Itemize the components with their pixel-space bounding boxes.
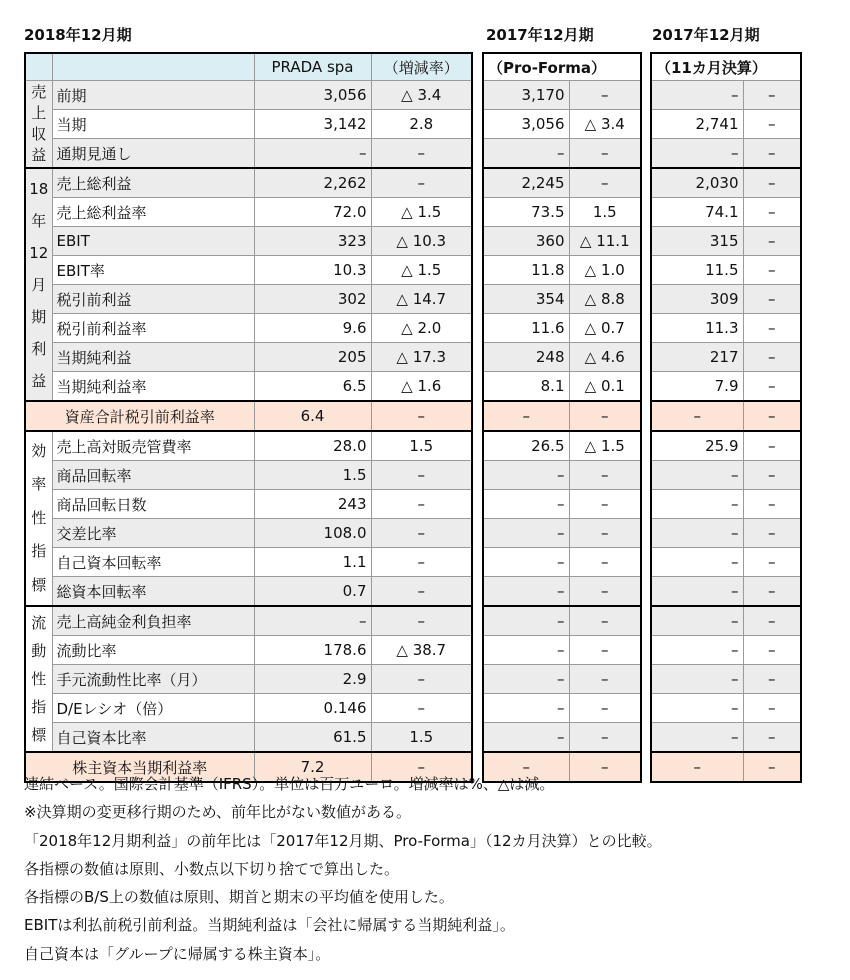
value-11month-change: –: [743, 372, 801, 402]
table-row: [651, 227, 801, 256]
value-11month: 74.1: [651, 198, 743, 227]
row-label: 前期: [52, 81, 254, 110]
category-char: 売: [31, 83, 47, 101]
value-proforma-change: –: [569, 694, 641, 723]
value-11month: 309: [651, 285, 743, 314]
value-change: –: [371, 139, 472, 169]
table-row: [25, 401, 472, 431]
table-row: [25, 314, 472, 343]
table-row: [483, 519, 641, 548]
value-11month: –: [651, 752, 743, 782]
table-row: [651, 665, 801, 694]
table-row: [483, 198, 641, 227]
value-11month: –: [651, 519, 743, 548]
table-row: [25, 372, 472, 402]
value-proforma-change: –: [569, 636, 641, 665]
table-row: [651, 198, 801, 227]
table-row: [651, 343, 801, 372]
value-company: 61.5: [254, 723, 371, 753]
row-label: 自己資本回転率: [52, 548, 254, 577]
value-proforma: –: [483, 723, 569, 753]
table-row: [651, 606, 801, 636]
value-change: –: [371, 752, 472, 782]
value-11month: 2,030: [651, 168, 743, 198]
value-proforma: 3,170: [483, 81, 569, 110]
column-header-proforma: （Pro-Forma）: [483, 53, 641, 81]
value-proforma-change: –: [569, 665, 641, 694]
category-char: 18: [29, 179, 49, 198]
table-row: [651, 694, 801, 723]
value-change: –: [371, 401, 472, 431]
category-char: 性: [31, 670, 47, 688]
table-row: [25, 256, 472, 285]
row-label: 売上高純金利負担率: [52, 606, 254, 636]
value-proforma-change: –: [569, 168, 641, 198]
value-proforma: 73.5: [483, 198, 569, 227]
value-11month-change: –: [743, 314, 801, 343]
footnote: 各指標のB/S上の数値は原則、期首と期末の平均値を使用した。: [24, 888, 454, 907]
value-company: 2,262: [254, 168, 371, 198]
value-company: 302: [254, 285, 371, 314]
value-proforma: 248: [483, 343, 569, 372]
value-11month-change: –: [743, 198, 801, 227]
value-company: 178.6: [254, 636, 371, 665]
header-blank: [25, 53, 52, 81]
row-label: 資産合計税引前利益率: [25, 401, 254, 431]
footnote: 自己資本は「グループに帰属する株主資本」。: [24, 944, 331, 963]
table-row: [651, 519, 801, 548]
row-label: EBIT: [52, 227, 254, 256]
category-char: 12: [29, 243, 49, 262]
value-11month: –: [651, 139, 743, 169]
row-label: EBIT率: [52, 256, 254, 285]
value-change: –: [371, 490, 472, 519]
table-2018: [24, 52, 473, 783]
category-char: 効: [31, 441, 47, 460]
table-row: [483, 490, 641, 519]
value-change: –: [371, 606, 472, 636]
category-char: 指: [31, 698, 47, 716]
category-profit: [25, 168, 52, 401]
table-row: [483, 723, 641, 753]
table-row: [483, 548, 641, 577]
row-label: 商品回転日数: [52, 490, 254, 519]
value-company: 205: [254, 343, 371, 372]
value-11month: 11.5: [651, 256, 743, 285]
value-11month: –: [651, 577, 743, 607]
value-change: 1.5: [371, 723, 472, 753]
category-char: 利: [31, 339, 47, 358]
value-proforma-change: –: [569, 548, 641, 577]
category-char: 年: [31, 211, 47, 230]
table-row: [651, 431, 801, 461]
table-row: [25, 168, 472, 198]
period-header-2017-proforma: 2017年12月期: [486, 26, 594, 44]
value-11month-change: –: [743, 343, 801, 372]
value-change: –: [371, 519, 472, 548]
column-header-change: （増減率）: [371, 53, 472, 81]
value-proforma: 360: [483, 227, 569, 256]
value-proforma-change: –: [569, 139, 641, 169]
value-11month-change: –: [743, 490, 801, 519]
value-company: –: [254, 606, 371, 636]
value-proforma: –: [483, 490, 569, 519]
table-row: [483, 401, 641, 431]
table-row: [483, 372, 641, 402]
table-row: [483, 606, 641, 636]
table-row: [483, 431, 641, 461]
category-char: 益: [31, 371, 47, 390]
category-char: 流: [31, 614, 47, 632]
row-label: 総資本回転率: [52, 577, 254, 607]
table-row: [25, 110, 472, 139]
row-label: 税引前利益率: [52, 314, 254, 343]
value-proforma-change: △ 4.6: [569, 343, 641, 372]
value-11month: –: [651, 548, 743, 577]
table-row: [25, 577, 472, 607]
value-proforma: –: [483, 401, 569, 431]
value-company: 28.0: [254, 431, 371, 461]
table-row: [25, 81, 472, 110]
row-label: 手元流動性比率（月）: [52, 665, 254, 694]
value-proforma: –: [483, 461, 569, 490]
table-row: [483, 665, 641, 694]
footnotes: [24, 770, 662, 968]
value-proforma-change: △ 1.5: [569, 431, 641, 461]
value-proforma: 11.8: [483, 256, 569, 285]
value-company: 323: [254, 227, 371, 256]
value-change: –: [371, 577, 472, 607]
table-row: [651, 139, 801, 169]
value-change: 2.8: [371, 110, 472, 139]
value-proforma-change: △ 1.0: [569, 256, 641, 285]
category-char: 益: [31, 146, 47, 164]
table-row: [651, 256, 801, 285]
value-11month: –: [651, 665, 743, 694]
footnote: ※決算期の変更移行期のため、前年比がない数値がある。: [24, 803, 411, 822]
value-proforma-change: –: [569, 723, 641, 753]
table-row: [651, 636, 801, 665]
value-change: –: [371, 168, 472, 198]
table-row: [25, 665, 472, 694]
value-proforma-change: –: [569, 81, 641, 110]
value-proforma: –: [483, 636, 569, 665]
value-proforma-change: △ 11.1: [569, 227, 641, 256]
value-11month: –: [651, 636, 743, 665]
table-row: [25, 285, 472, 314]
value-proforma: 3,056: [483, 110, 569, 139]
table-row: [651, 577, 801, 607]
footnote: EBITは利払前税引前利益。当期純利益は「会社に帰属する当期純利益」。: [24, 916, 515, 935]
table-row: [483, 256, 641, 285]
value-company: 0.146: [254, 694, 371, 723]
row-label: 売上総利益率: [52, 198, 254, 227]
value-company: 72.0: [254, 198, 371, 227]
footnote: 連結ベース。国際会計基準（IFRS）。単位は百万ユーロ。増減率は%、△は減。: [24, 775, 555, 793]
value-proforma: 354: [483, 285, 569, 314]
table-row: [25, 636, 472, 665]
value-11month-change: –: [743, 606, 801, 636]
value-company: 2.9: [254, 665, 371, 694]
row-label: 商品回転率: [52, 461, 254, 490]
value-11month-change: –: [743, 461, 801, 490]
value-11month-change: –: [743, 168, 801, 198]
value-11month: 217: [651, 343, 743, 372]
category-char: 標: [31, 575, 47, 594]
value-company: 0.7: [254, 577, 371, 607]
category-char: 収: [31, 125, 47, 143]
value-11month-change: –: [743, 636, 801, 665]
table-row: [25, 343, 472, 372]
row-label: 売上高対販売管費率: [52, 431, 254, 461]
value-11month: –: [651, 694, 743, 723]
row-label: 当期: [52, 110, 254, 139]
value-11month-change: –: [743, 752, 801, 782]
value-proforma-change: –: [569, 401, 641, 431]
table-row: [651, 110, 801, 139]
row-label: 株主資本当期利益率: [25, 752, 254, 782]
value-proforma-change: –: [569, 606, 641, 636]
table-row: [651, 401, 801, 431]
table-row: [483, 694, 641, 723]
table-row: [483, 110, 641, 139]
value-proforma: –: [483, 548, 569, 577]
header-blank: [52, 53, 254, 81]
table-row: [483, 168, 641, 198]
value-company: 108.0: [254, 519, 371, 548]
table-row: [651, 548, 801, 577]
row-label: 当期純利益: [52, 343, 254, 372]
value-proforma: –: [483, 694, 569, 723]
value-change: –: [371, 548, 472, 577]
category-char: 性: [31, 508, 47, 527]
value-11month: –: [651, 723, 743, 753]
row-label: 税引前利益: [52, 285, 254, 314]
category-char: 期: [31, 307, 47, 326]
value-change: △ 1.5: [371, 256, 472, 285]
value-change: –: [371, 694, 472, 723]
value-11month: –: [651, 606, 743, 636]
row-label: 通期見通し: [52, 139, 254, 169]
value-proforma-change: –: [569, 577, 641, 607]
value-11month: –: [651, 81, 743, 110]
value-proforma-change: △ 3.4: [569, 110, 641, 139]
value-change: △ 10.3: [371, 227, 472, 256]
table-row: [651, 285, 801, 314]
category-char: 標: [31, 726, 47, 744]
value-11month-change: –: [743, 577, 801, 607]
value-proforma: –: [483, 665, 569, 694]
value-proforma: –: [483, 752, 569, 782]
category-efficiency: [25, 431, 52, 606]
value-11month-change: –: [743, 110, 801, 139]
value-proforma: –: [483, 139, 569, 169]
row-label: 当期純利益率: [52, 372, 254, 402]
value-proforma-change: △ 8.8: [569, 285, 641, 314]
table-row: [651, 490, 801, 519]
value-11month-change: –: [743, 665, 801, 694]
row-label: 売上総利益: [52, 168, 254, 198]
value-11month-change: –: [743, 431, 801, 461]
value-company: 9.6: [254, 314, 371, 343]
table-row: [483, 314, 641, 343]
footnote: 各指標の数値は原則、小数点以下切り捨てで算出した。: [24, 859, 400, 878]
table-2017-11month: [650, 52, 802, 783]
value-change: △ 14.7: [371, 285, 472, 314]
value-11month-change: –: [743, 81, 801, 110]
period-header-2017-11month: 2017年12月期: [652, 26, 760, 44]
value-11month-change: –: [743, 256, 801, 285]
value-change: △ 1.6: [371, 372, 472, 402]
value-proforma: 2,245: [483, 168, 569, 198]
value-11month-change: –: [743, 694, 801, 723]
table-row: [25, 548, 472, 577]
table-row: [25, 139, 472, 169]
table-row: [25, 606, 472, 636]
value-proforma-change: –: [569, 752, 641, 782]
category-char: 月: [31, 275, 47, 294]
category-char: 指: [31, 542, 47, 561]
table-row: [25, 694, 472, 723]
value-11month: 315: [651, 227, 743, 256]
value-11month: –: [651, 401, 743, 431]
value-11month-change: –: [743, 548, 801, 577]
value-proforma: –: [483, 519, 569, 548]
value-11month-change: –: [743, 519, 801, 548]
value-company: 1.1: [254, 548, 371, 577]
row-label: 交差比率: [52, 519, 254, 548]
row-label: 流動比率: [52, 636, 254, 665]
value-proforma-change: △ 0.7: [569, 314, 641, 343]
value-company: 10.3: [254, 256, 371, 285]
category-char: 動: [31, 642, 47, 660]
value-company: 243: [254, 490, 371, 519]
value-company: 7.2: [254, 752, 371, 782]
table-row: [483, 227, 641, 256]
value-change: △ 3.4: [371, 81, 472, 110]
table-row: [483, 139, 641, 169]
value-11month-change: –: [743, 139, 801, 169]
table-row: [483, 636, 641, 665]
value-change: –: [371, 461, 472, 490]
value-company: –: [254, 139, 371, 169]
category-char: 上: [31, 104, 47, 122]
table-row: [651, 461, 801, 490]
value-change: △ 17.3: [371, 343, 472, 372]
table-row: [651, 723, 801, 753]
value-proforma: 11.6: [483, 314, 569, 343]
value-change: △ 38.7: [371, 636, 472, 665]
value-change: –: [371, 665, 472, 694]
value-11month: –: [651, 490, 743, 519]
value-11month: –: [651, 461, 743, 490]
table-row: [25, 490, 472, 519]
table-row: [25, 519, 472, 548]
table-row: [651, 168, 801, 198]
value-company: 6.5: [254, 372, 371, 402]
row-label: D/Eレシオ（倍）: [52, 694, 254, 723]
value-company: 3,142: [254, 110, 371, 139]
value-11month: 25.9: [651, 431, 743, 461]
value-11month-change: –: [743, 285, 801, 314]
table-row: [483, 461, 641, 490]
period-header-2018: 2018年12月期: [24, 26, 132, 44]
value-11month: 2,741: [651, 110, 743, 139]
table-row: [483, 343, 641, 372]
value-proforma: –: [483, 577, 569, 607]
value-proforma-change: –: [569, 490, 641, 519]
table-row: [25, 461, 472, 490]
value-proforma: 26.5: [483, 431, 569, 461]
value-11month: 11.3: [651, 314, 743, 343]
table-row: [651, 314, 801, 343]
table-row: [651, 81, 801, 110]
value-company: 1.5: [254, 461, 371, 490]
value-proforma: 8.1: [483, 372, 569, 402]
value-proforma-change: –: [569, 519, 641, 548]
value-company: 3,056: [254, 81, 371, 110]
value-11month-change: –: [743, 401, 801, 431]
value-proforma: –: [483, 606, 569, 636]
value-company: 6.4: [254, 401, 371, 431]
column-header-11month: （11カ月決算）: [651, 53, 801, 81]
value-proforma-change: –: [569, 461, 641, 490]
category-char: 率: [31, 475, 47, 494]
value-proforma-change: 1.5: [569, 198, 641, 227]
table-row: [25, 227, 472, 256]
category-liquidity: [25, 606, 52, 752]
value-change: △ 2.0: [371, 314, 472, 343]
value-11month-change: –: [743, 723, 801, 753]
column-header-company: PRADA spa: [254, 53, 371, 81]
row-label: 自己資本比率: [52, 723, 254, 753]
category-revenue: [25, 81, 52, 169]
footnote: 「2018年12月期利益」の前年比は「2017年12月期、Pro-Forma」（12カ月決算）との比較。: [24, 831, 662, 850]
value-change: 1.5: [371, 431, 472, 461]
table-2017-proforma: [482, 52, 642, 783]
table-row: [25, 723, 472, 753]
table-row: [25, 431, 472, 461]
table-row: [651, 752, 801, 782]
table-row: [483, 285, 641, 314]
table-row: [483, 81, 641, 110]
value-11month: 7.9: [651, 372, 743, 402]
table-row: [25, 198, 472, 227]
table-row: [483, 577, 641, 607]
value-proforma-change: △ 0.1: [569, 372, 641, 402]
value-change: △ 1.5: [371, 198, 472, 227]
table-row: [651, 372, 801, 402]
value-11month-change: –: [743, 227, 801, 256]
